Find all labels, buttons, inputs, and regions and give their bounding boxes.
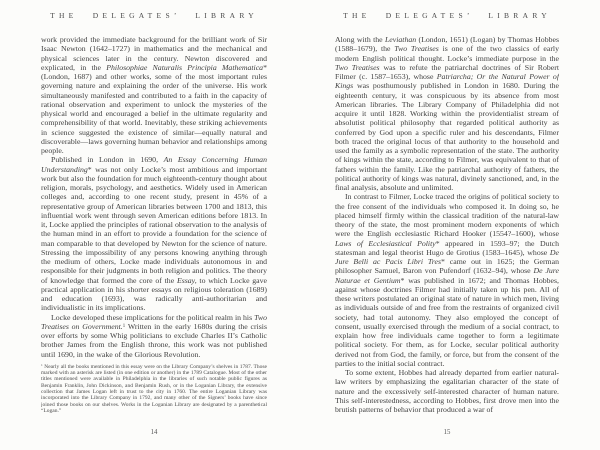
paragraph: Locke developed these implications for the political realm in his Two Treatises on Government.$^1$ Written in the early 1680s during the crisis over efforts by some Whig politicians to exclude Charles II’s Catholic brother James from the English throne, this work was not published until 1690, in the wake of the Glorious Revolution. [41,312,267,359]
paragraph: Published in London in 1690, An Essay Concerning Human Understanding* was not only Locke’s most ambitious and important work but also the foundation for much eighteenth-century thought about religion, morals, psychology, and aesthetics. Widely used in American colleges and, according to one recent study, present in 45% of a representative group of American libraries between 1700 and 1813, this influential work went through seven American editions before 1813. In it, Locke applied the principles of rational observation to the analysis of the human mind in an effort to provide a foundation for the science of man comparable to that developed by Newton for the science of nature. Stressing the impossibility of any persons knowing anything through the medium of others, Locke made individuals autonomous in and responsible for their judgments in both religion and politics. The theory of knowledge that formed the core of the Essay, to which Locke gave practical application in his shorter essays on religious toleration (1689) and education (1693), was radically anti-authoritarian and individualistic in its implications. [41,155,267,313]
page-left-text-area [41,35,267,427]
running-head-right: THE DELEGATES’ LIBRARY [343,11,551,20]
page-right-body [335,35,559,414]
paragraph: Along with the Leviathan (London, 1651) (Logan) by Thomas Hobbes (1588–1679), the Two Treatises is one of the two classics of early modern English political thought. Locke’s immediate purpose in the Two Treatises was to refute the patriarchal doctrines of Sir Robert Filmer (c. 1587–1653), whose Patriarcha; Or the Natural Power of Kings was posthumously published in London in 1680. During the eighteenth century, it was conspicuous by its absence from most American libraries. The Library Company of Philadelphia did not acquire it until 1828. Working within the providentialist stream of absolutist political philosophy that regarded political authority as conferred by God upon a specific ruler and his descendants, Filmer both traced the original locus of that authority to the household and used the family as a symbolic representation of the state. The authority of kings within the state, according to Filmer, was equivalent to that of fathers within the family. Like the patriarchal authority of fathers, the political authority of kings was natural, divinely sanctioned, and, in the final analysis, absolute and unlimited. [335,35,559,192]
paragraph: work provided the immediate background for the brilliant work of Sir Isaac Newton (1642–1727) in mathematics and the mechanical and physical sciences later in the century. Newton discovered and explicated, in the Philosophiae Naturalis Principia Mathematica* (London, 1687) and other works, some of the most important rules governing nature and explaining the order of the universe. His work simultaneously manifested and contributed to a faith in the capacity of rational observation and experiment to unlock the mysteries of the physical world and encouraged a belief in the ultimate regularity and comprehensibility of that world. Inevitably, these striking achievements in science suggested the existence of similar—equally natural and discoverable—laws governing human behavior and relationships among people. [41,35,267,155]
page-number-left: 14 [150,429,158,436]
footnote: $^1$ Nearly all the books mentioned in this essay were on the Library Company’s shelves in 1787. Those marked with an asterisk are listed (in one edition or another) in the 1789 Catalogue. Most of the other titles mentioned were available in Philadelphia in the libraries of such notable public figures as Benjamin Franklin, John Dickinson, and Benjamin Rush, or in the Loganian Library, the extensive collection that James Logan left in trust to the city in 1760. The entire Loganian Library was incorporated into the Library Company in 1792, and many other of the Signers’ books have since joined those books on our shelves. Works in the Loganian Library are designated by a parenthetical “Logan.” [41,363,267,414]
page-right [300,0,600,450]
paragraph: In contrast to Filmer, Locke traced the origins of political society to the free consent of the individuals who composed it. In doing so, he placed himself firmly within the classical tradition of the natural-law theory of the state, the most prominent modern exponents of which were the English ecclesiastic Richard Hooker (1554?–1600), whose Laws of Ecclesiastical Polity* appeared in 1593–97; the Dutch statesman and legal theorist Hugo de Grotius (1583–1645), whose De Jure Belli ac Pacis Libri Tres* came out in 1625; the German philosopher Samuel, Baron von Pufendorf (1632–94), whose De Jure Naturae et Gentium* was published in 1672; and Thomas Hobbes, against whose doctrines Filmer had initially taken up his pen. All of these writers postulated an original state of nature in which men, living as individuals outside of and free from the restraints of organized civil society, had total autonomy. They also employed the concept of consent, usually exercised through the medium of a social contract, to explain how free individuals came together to form a legitimate political society. For them, as for Locke, secular political authority derived not from God, the family, or force, but from the consent of the parties to the initial social contract. [335,192,559,368]
page-right-text-area [335,35,559,427]
page-number-right: 15 [443,429,451,436]
page-left-body [41,35,267,359]
paragraph: To some extent, Hobbes had already departed from earlier natural-law writers by emphasizing the egalitarian character of the state of nature and the excessively self-interested character of human nature. This self-interestedness, according to Hobbes, first drove men into the brutish patterns of behavior that produced a war of [335,368,559,414]
running-head-left: THE DELEGATES’ LIBRARY [50,11,258,20]
